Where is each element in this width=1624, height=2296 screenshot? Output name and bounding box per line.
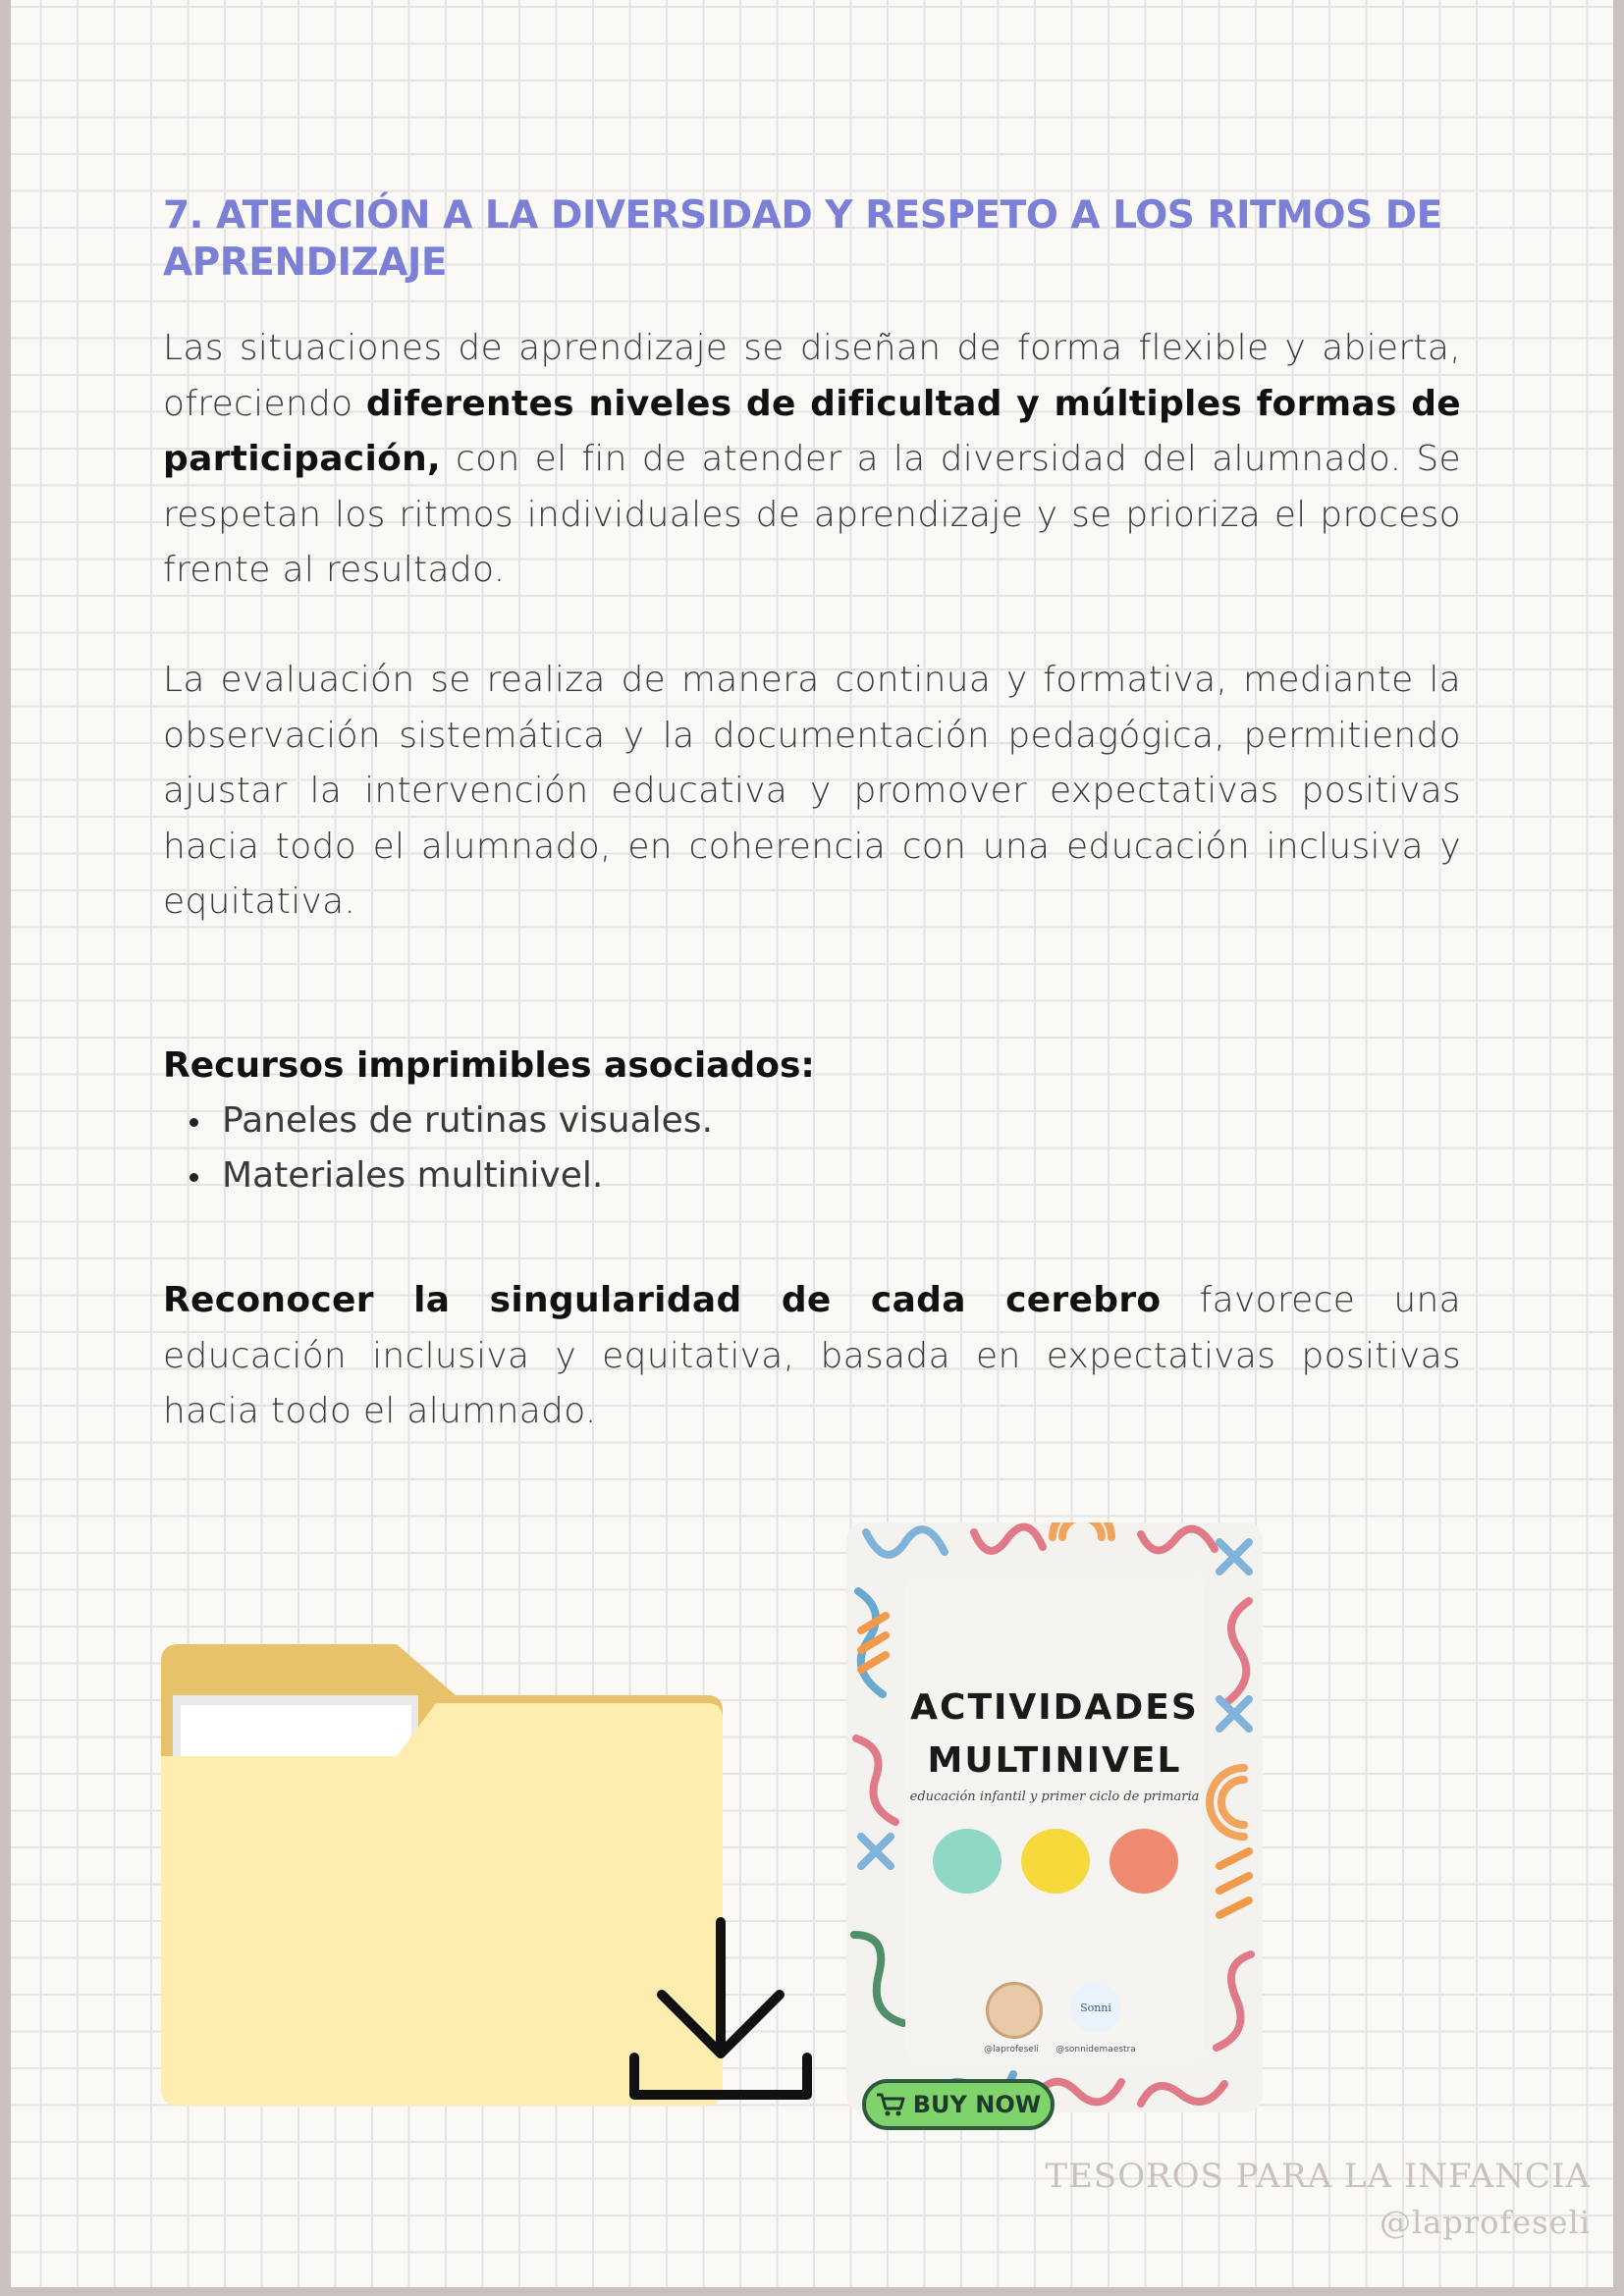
resource-item: Materiales multinivel. [163, 1148, 713, 1203]
cart-icon [876, 2092, 905, 2117]
buy-now-button[interactable] [862, 2079, 1055, 2130]
cover-title-line2: MULTINIVEL [927, 1740, 1182, 1781]
color-dot-green [933, 1829, 1001, 1894]
resources-list [163, 1094, 713, 1203]
footer-handle: @laprofeseli [1380, 2204, 1591, 2241]
paragraph-1-text-a: Las situaciones de aprendizaje se diseñan de forma flexible y abierta, ofreciendo [163, 328, 1461, 424]
cover-subtitle: educación infantil y primer ciclo de primaria [909, 1789, 1200, 1804]
color-dot-yellow [1021, 1829, 1090, 1894]
handle-right: @sonnidemaestra [1056, 2045, 1136, 2055]
resources-title: Recursos imprimibles asociados: [163, 1045, 815, 1086]
color-dot-orange [1110, 1829, 1178, 1894]
paragraph-3-text: favorece una educación inclusiva y equitativa, basada en expectativas positivas hacia todo el alumnado. [163, 1280, 1461, 1431]
paragraph-1-text-b: con el fin de atender a la diversidad del alumnado. Se respetan los ritmos individuales de aprendizaje y se prioriza el proceso frente al resultado. [163, 439, 1461, 590]
product-cover[interactable] [846, 1522, 1263, 2112]
footer-brand: TESOROS PARA LA INFANCIA [1045, 2157, 1591, 2196]
buy-now-label: BUY NOW [912, 2091, 1042, 2118]
author-avatar [986, 1982, 1043, 2039]
cover-title [846, 1682, 1263, 1788]
paragraph-2: La evaluación se realiza de manera continua y formativa, mediante la observación sistemática y la documentación pedagógica, permitiendo ajustar la intervención educativa y promover expectativas positivas hacia todo el alumnado, en coherencia con una educación inclusiva y equitativa. [163, 660, 1461, 922]
cover-title-line1: ACTIVIDADES [910, 1687, 1199, 1728]
handle-left: @laprofeseli [984, 2045, 1039, 2055]
partner-logo-text: Sonni [1080, 2001, 1111, 2014]
resource-item: Paneles de rutinas visuales. [163, 1094, 713, 1148]
paragraph-3-bold: Reconocer la singularidad de cada cerebro [163, 1280, 1162, 1320]
page-border-right [1613, 0, 1624, 2296]
page-border-left [0, 0, 11, 2296]
paragraph-1-bold: diferentes niveles de dificultad y múltiples formas de participación, [163, 383, 1461, 479]
section-heading: 7. ATENCIÓN A LA DIVERSIDAD Y RESPETO A LOS RITMOS DE APRENDIZAJE [163, 193, 1442, 285]
paragraph-3 [163, 1273, 1461, 1440]
page-border-bottom [0, 2287, 1624, 2296]
paragraph-1 [163, 321, 1461, 599]
cover-panel [905, 1576, 1204, 2058]
download-icon[interactable] [624, 1914, 817, 2101]
partner-logo [1070, 1982, 1121, 2033]
